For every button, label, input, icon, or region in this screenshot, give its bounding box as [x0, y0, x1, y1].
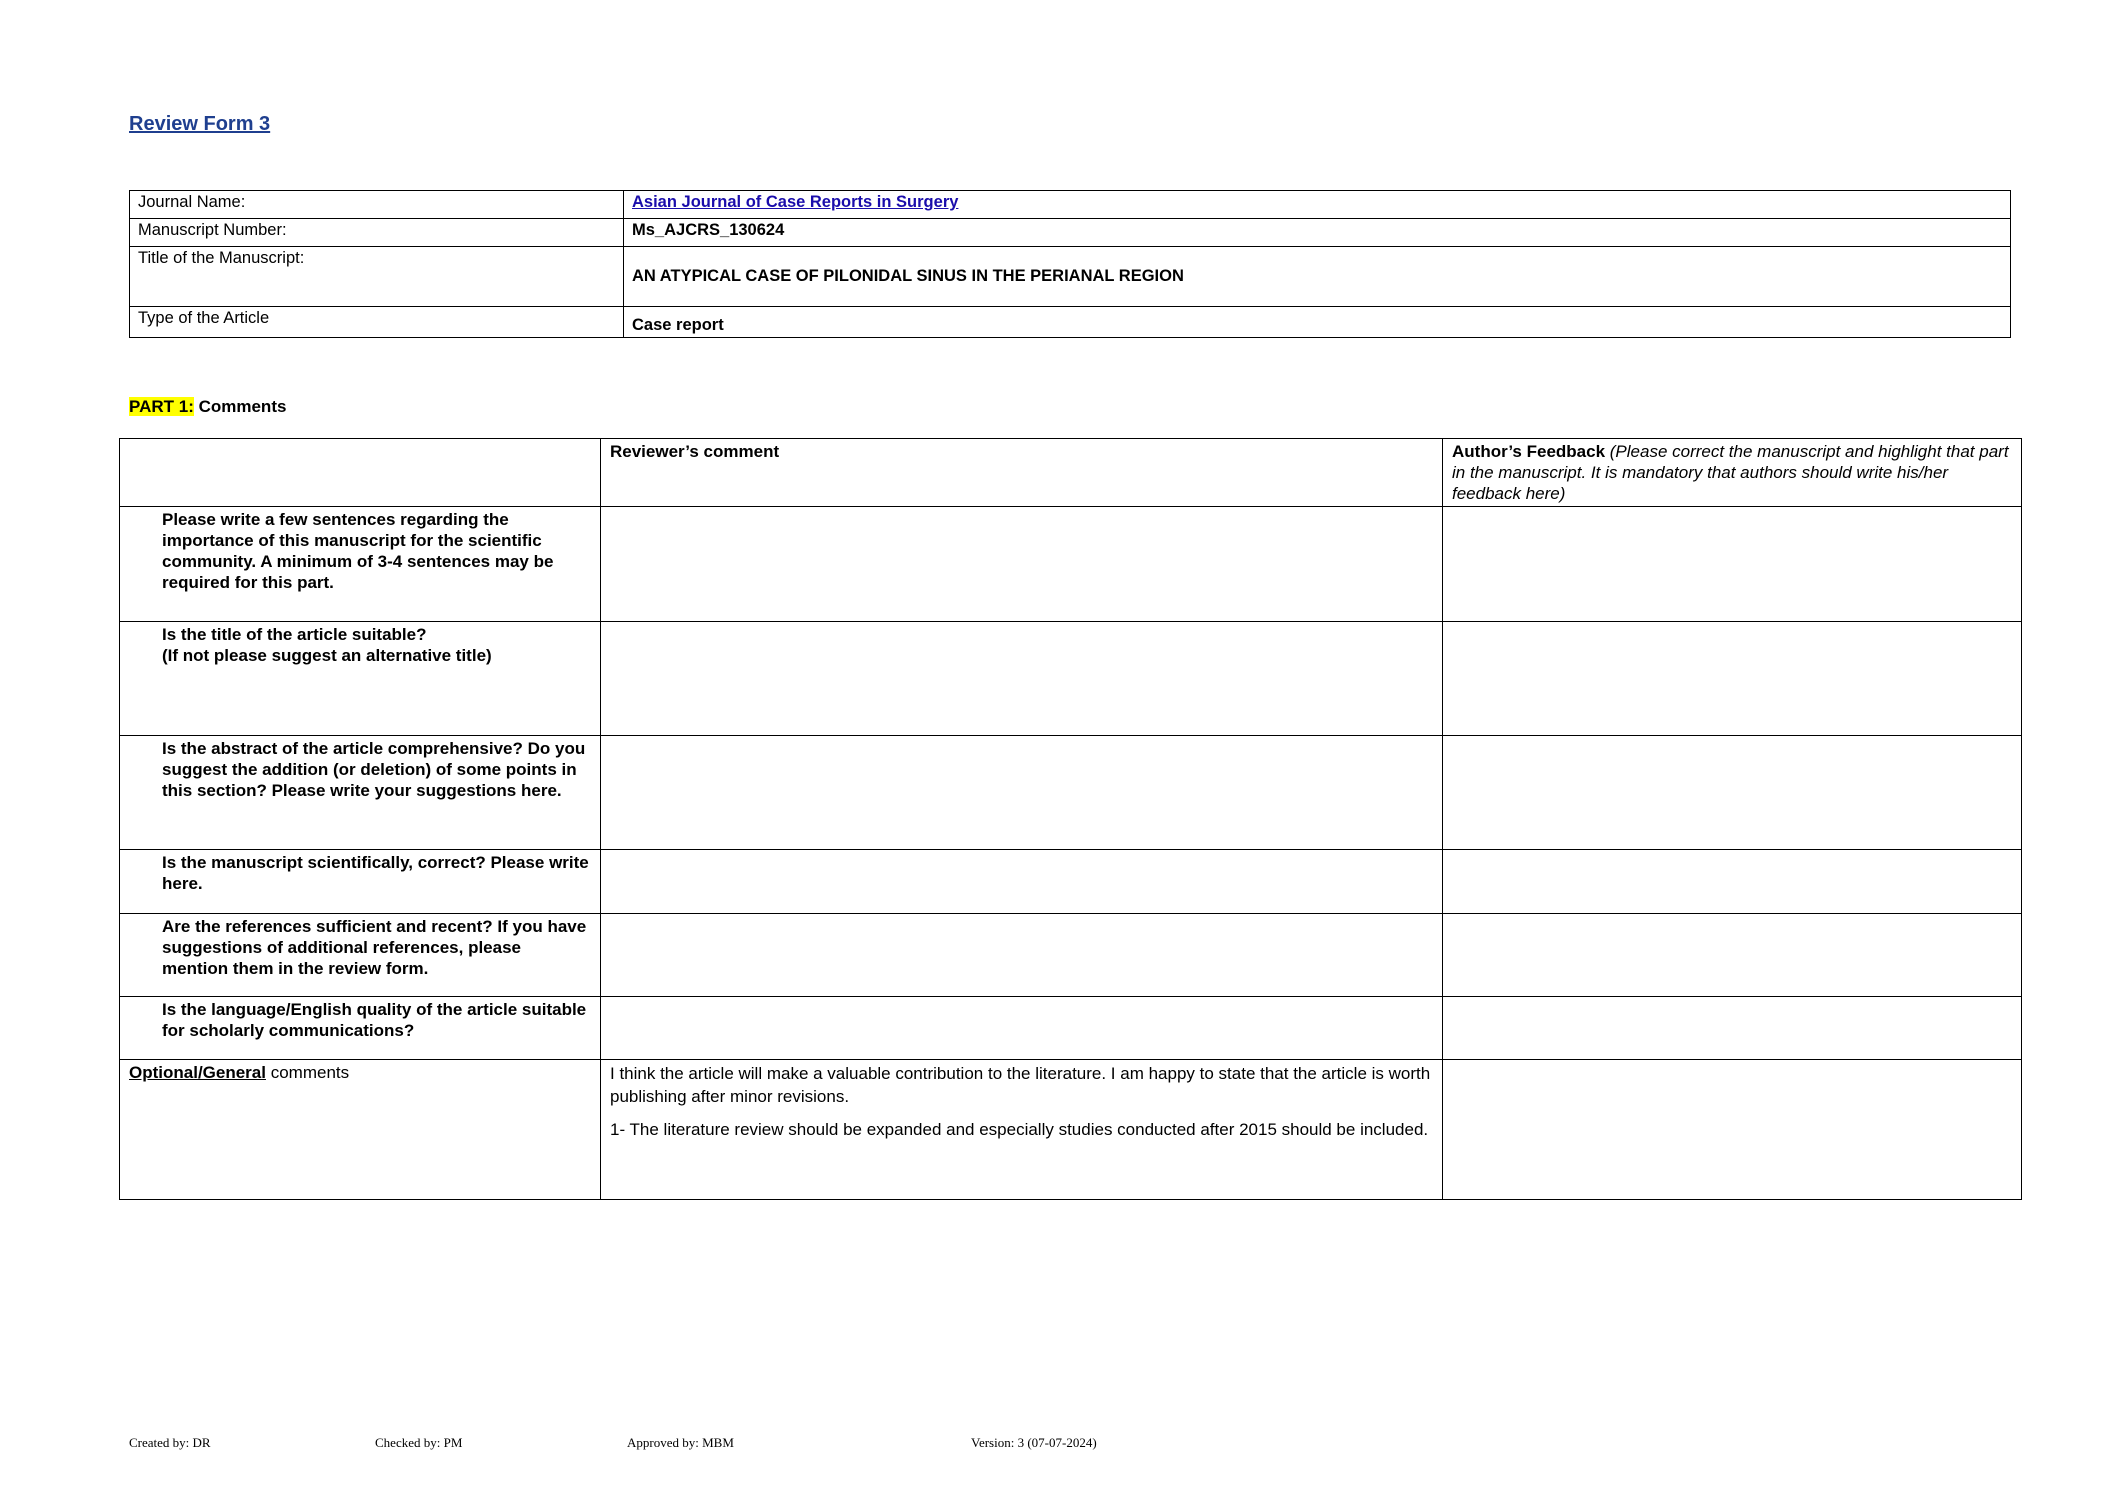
optional-general-label: Optional/General	[129, 1063, 266, 1082]
optional-comment-paragraph-2: 1- The literature review should be expanded and especially studies conducted after 2015 should be included.	[610, 1120, 1429, 1139]
optional-comment-paragraph-1: I think the article will make a valuable contribution to the literature. I am happy to state that the article is worth publishing after minor revisions.	[610, 1064, 1431, 1106]
article-type-value: Case report	[624, 307, 2011, 338]
question-row	[120, 622, 2022, 736]
form-title: Review Form 3	[129, 113, 271, 135]
question-row	[120, 997, 2022, 1060]
manuscript-title-label: Title of the Manuscript:	[130, 247, 624, 307]
info-row-type	[130, 307, 2011, 338]
part1-label: PART 1:	[129, 397, 194, 416]
author-feedback-cell[interactable]	[1443, 997, 2022, 1060]
journal-name-cell	[624, 191, 2011, 219]
journal-name-link[interactable]: Asian Journal of Case Reports in Surgery	[632, 193, 959, 211]
question-language: Is the language/English quality of the article suitable for scholarly communications?	[120, 997, 601, 1060]
reviewer-comment-cell[interactable]	[601, 622, 1443, 736]
info-row-title	[130, 247, 2011, 307]
part1-title: Comments	[193, 397, 287, 416]
reviewer-comment-cell[interactable]	[601, 850, 1443, 914]
optional-comments-row	[120, 1060, 2022, 1200]
comments-table	[119, 438, 2022, 1200]
question-row	[120, 914, 2022, 997]
author-feedback-label: Author’s Feedback	[1452, 442, 1606, 461]
info-row-journal	[130, 191, 2011, 219]
question-references: Are the references sufficient and recent? If you have suggestions of additional references, please mention them in the review form.	[120, 914, 601, 997]
question-row	[120, 850, 2022, 914]
author-feedback-cell[interactable]	[1443, 850, 2022, 914]
reviewer-comment-cell[interactable]	[601, 914, 1443, 997]
info-row-manuscript-number	[130, 219, 2011, 247]
author-feedback-cell[interactable]	[1443, 622, 2022, 736]
author-feedback-header	[1443, 439, 2022, 507]
footer-version: Version: 3 (07-07-2024)	[971, 1435, 1097, 1450]
optional-comments-label-cell	[120, 1060, 601, 1200]
optional-author-feedback-cell[interactable]	[1443, 1060, 2022, 1200]
reviewer-comment-cell[interactable]	[601, 997, 1443, 1060]
question-importance: Please write a few sentences regarding the importance of this manuscript for the scientific community. A minimum of 3-4 sentences may be required for this part.	[120, 507, 601, 622]
question-title-line1: Is the title of the article suitable?	[162, 625, 427, 644]
question-title-line2: (If not please suggest an alternative title)	[162, 646, 492, 665]
author-feedback-cell[interactable]	[1443, 507, 2022, 622]
question-title	[120, 622, 601, 736]
question-scientific: Is the manuscript scientifically, correct? Please write here.	[120, 850, 601, 914]
journal-name-label: Journal Name:	[130, 191, 624, 219]
question-row	[120, 736, 2022, 850]
manuscript-number-label: Manuscript Number:	[130, 219, 624, 247]
question-abstract: Is the abstract of the article comprehensive? Do you suggest the addition (or deletion) of some points in this section? Please write your suggestions here.	[120, 736, 601, 850]
comments-header-row	[120, 439, 2022, 507]
manuscript-title-value: AN ATYPICAL CASE OF PILONIDAL SINUS IN THE PERIANAL REGION	[624, 247, 2011, 307]
reviewer-comment-cell[interactable]	[601, 736, 1443, 850]
optional-comments-suffix: comments	[265, 1063, 350, 1082]
article-type-label: Type of the Article	[130, 307, 624, 338]
author-feedback-cell[interactable]	[1443, 914, 2022, 997]
part1-heading	[129, 397, 286, 417]
footer-created-by: Created by: DR	[129, 1435, 211, 1450]
manuscript-number-value: Ms_AJCRS_130624	[624, 219, 2011, 247]
reviewer-comment-cell[interactable]	[601, 507, 1443, 622]
question-row	[120, 507, 2022, 622]
author-feedback-note: (Please correct the manuscript and highlight that part in the manuscript. It is mandatory that authors should write his/her feedback here)	[1452, 442, 2009, 503]
footer-approved-by: Approved by: MBM	[627, 1435, 734, 1450]
manuscript-info-table	[129, 190, 2011, 338]
author-feedback-cell[interactable]	[1443, 736, 2022, 850]
optional-reviewer-comment[interactable]	[601, 1060, 1443, 1200]
reviewer-comment-header: Reviewer’s comment	[601, 439, 1443, 507]
footer-checked-by: Checked by: PM	[375, 1435, 463, 1450]
header-empty-cell	[120, 439, 601, 507]
